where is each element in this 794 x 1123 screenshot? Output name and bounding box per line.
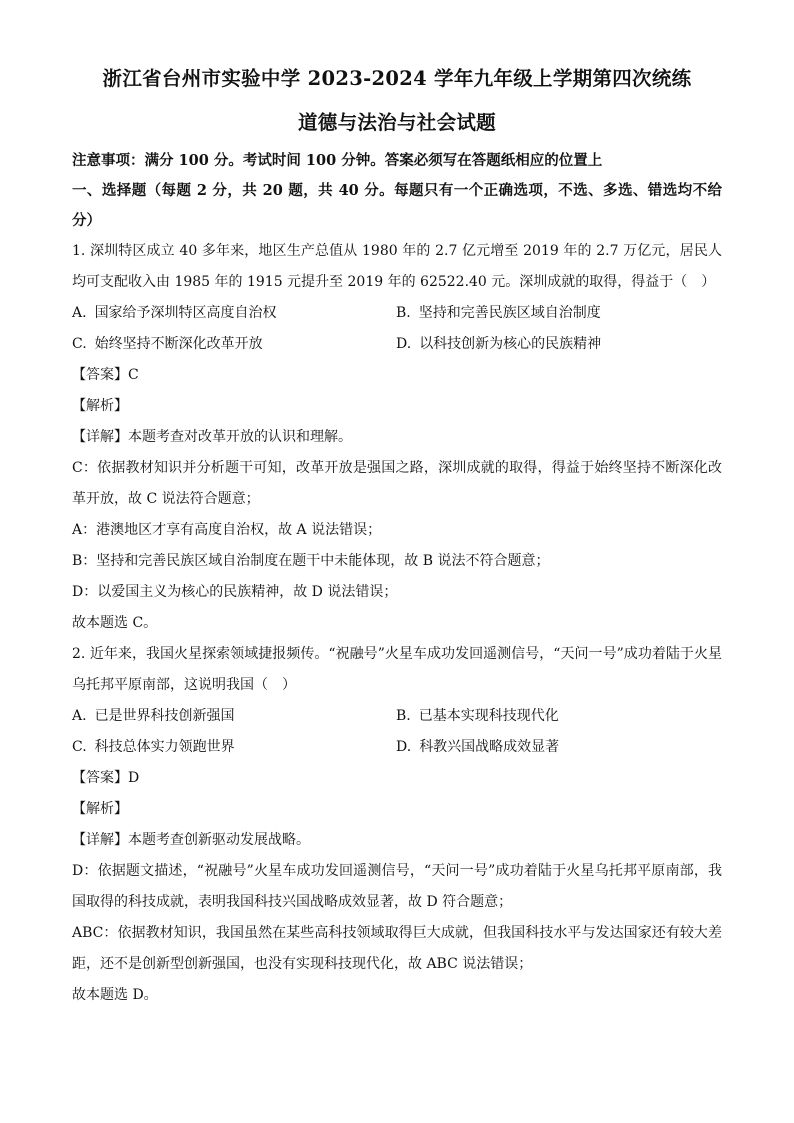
q2-option-c-letter: C. [72,739,87,755]
q2-option-d-text: 科教兴国战略成效显著 [419,739,560,755]
q2-explain-line: ABC：依据教材知识，我国虽然在某些高科技领域取得巨大成就，但我国科技水平与发达国家还有较大差距，还不是创新型创新强国，也没有实现科技现代化，故 ABC 说法错误； [72,925,722,972]
q1-explain-line: C：依据教材知识并分析题干可知，改革开放是强国之路，深圳成就的取得，得益于始终坚持不断深化改革开放，故 C 说法符合题意； [72,460,722,507]
q1-analysis-tag: 【解析】 [72,398,128,414]
question-1 [72,236,722,639]
q2-option-b [396,701,722,732]
q2-answer-tag: 【答案】 [72,770,128,786]
q1-option-b-text: 坚持和完善民族区域自治制度 [418,305,601,321]
q2-option-a [72,701,396,732]
q1-explain-line: D：以爱国主义为核心的民族精神，故 D 说法错误； [72,584,398,600]
q1-option-a-text: 国家给予深圳特区高度自治权 [94,305,277,321]
q2-option-b-letter: B. [396,708,411,724]
q1-explain-line: B：坚持和完善民族区域自治制度在题干中未能体现，故 B 说法不符合题意； [72,553,550,569]
q1-option-c-letter: C. [72,336,87,352]
question-2 [72,639,722,1011]
q1-option-b-letter: B. [396,305,411,321]
question-2-options [72,701,722,763]
question-1-options [72,298,722,360]
q2-conclusion: 故本题选 D。 [72,987,158,1003]
q1-detail-tag: 【详解】 [72,429,128,445]
exam-title-line1: 浙江省台州市实验中学 2023-2024 学年九年级上学期第四次统练 [102,67,692,90]
q1-option-a-letter: A. [72,305,87,321]
q2-option-c [72,732,396,763]
q1-option-d-letter: D. [396,336,412,352]
q2-option-c-text: 科技总体实力领跑世界 [94,739,235,755]
question-1-stem: 1. 深圳特区成立 40 多年来，地区生产总值从 1980 年的 2.7 亿元增至 2019 年的 2.7 万亿元，居民人均可支配收入由 1985 年的 1915 元提升至 2019 年的 62522.40 元。深圳成就的取得，得益于（ ） [72,243,722,290]
exam-page [72,64,722,1011]
q1-option-c [72,329,396,360]
exam-title-line2: 道德与法治与社会试题 [297,111,496,134]
question-2-stem: 2. 近年来，我国火星探索领域捷报频传。“祝融号”火星车成功发回遥测信号，“天问一号”成功着陆于火星乌托邦平原南部，这说明我国（ ） [72,646,722,693]
q2-option-d [396,732,722,763]
q1-option-b [396,298,722,329]
q2-detail [72,825,722,856]
q2-option-d-letter: D. [396,739,412,755]
q2-answer [72,763,722,794]
q2-detail-text: 本题考查创新驱动发展战略。 [128,832,310,848]
q1-option-d-text: 以科技创新为核心的民族精神 [419,336,602,352]
q2-analysis-tag: 【解析】 [72,801,128,817]
q1-explain-line: A：港澳地区才享有高度自治权，故 A 说法错误； [72,522,382,538]
q2-option-b-text: 已基本实现科技现代化 [418,708,559,724]
q1-conclusion: 故本题选 C。 [72,615,158,631]
q1-answer-tag: 【答案】 [72,367,128,383]
q1-answer [72,360,722,391]
q2-option-a-text: 已是世界科技创新强国 [94,708,235,724]
q2-answer-value: D [128,770,140,786]
q1-option-c-text: 始终坚持不断深化改革开放 [94,336,263,352]
q1-option-a [72,298,396,329]
q2-detail-tag: 【详解】 [72,832,128,848]
q1-answer-value: C [128,367,139,383]
q2-explain-line: D：依据题文描述，“祝融号”火星车成功发回遥测信号，“天问一号”成功着陆于火星乌托邦平原南部，我国取得的科技成就，表明我国科技兴国战略成效显著，故 D 符合题意； [72,863,722,910]
notice-text: 注意事项：满分 100 分。考试时间 100 分钟。答案必须写在答题纸相应的位置上 [72,152,603,169]
q2-option-a-letter: A. [72,708,87,724]
section-heading: 一、选择题（每题 2 分，共 20 题，共 40 分。每题只有一个正确选项，不选、多选、错选均不给分） [72,182,722,229]
q1-detail-text: 本题考查对改革开放的认识和理解。 [128,429,352,445]
q1-detail [72,422,722,453]
q1-option-d [396,329,722,360]
